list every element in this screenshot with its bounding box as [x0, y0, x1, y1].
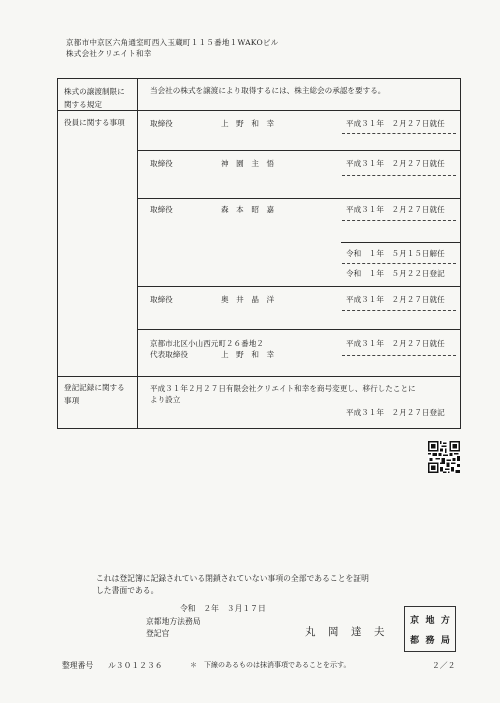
representative-address: 京都市北区小山西元町２６番地２ — [150, 339, 264, 348]
certification-date: 令和 ２年 ３月１７日 — [180, 604, 266, 613]
row-divider — [137, 198, 460, 199]
officer-title: 取締役 — [150, 295, 173, 304]
bureau-name: 京都地方法務局 — [146, 617, 201, 626]
dashed-divider — [342, 310, 456, 311]
dashed-divider — [342, 263, 456, 264]
seal-char: 地 — [425, 615, 435, 626]
footer-note: ＊ 下線のあるものは抹消事項であることを示す。 — [190, 661, 351, 669]
certification-line-2: した書面である。 — [96, 586, 159, 595]
dashed-divider — [342, 355, 456, 356]
document-header — [66, 37, 278, 59]
registry-table — [57, 78, 461, 429]
dashed-divider — [342, 133, 456, 134]
reference-number: ル３０１２３６ — [108, 661, 163, 670]
row-divider — [341, 242, 460, 243]
registrar-name: 丸 岡 達 夫 — [305, 626, 386, 638]
seal-char: 方 — [440, 615, 450, 626]
officer-date: 平成３１年 ２月２７日就任 — [346, 119, 445, 128]
company-name: 株式会社クリエイト和幸 — [66, 49, 152, 58]
dashed-divider — [342, 220, 456, 221]
officer-title: 取締役 — [150, 205, 173, 214]
seal-char: 務 — [425, 635, 435, 646]
registration-label: 登記記録に関する 事項 — [64, 383, 125, 405]
qr-code-icon — [428, 441, 460, 473]
page-number: ２／２ — [432, 661, 456, 670]
row-divider — [58, 110, 460, 111]
row-divider — [137, 150, 460, 151]
seal-char: 京 — [410, 615, 420, 626]
reference-label: 整理番号 — [62, 661, 94, 670]
transfer-content: 当会社の株式を譲渡により取得するには、株主総会の承認を要する。 — [150, 86, 386, 95]
officer-title: 取締役 — [150, 159, 173, 168]
seal-char: 局 — [440, 635, 450, 646]
officer-date: 平成３１年 ２月２７日就任 — [346, 205, 445, 214]
row-divider — [137, 286, 460, 287]
officer-name: 上 野 和 幸 — [221, 119, 275, 128]
officer-date: 平成３１年 ２月２７日就任 — [346, 159, 445, 168]
certification-line-1: これは登記簿に記録されている閉鎖されていない事項の全部であることを証明 — [96, 574, 369, 583]
officer-name: 神 園 主 悟 — [221, 159, 275, 168]
officer-date: 平成３１年 ２月２７日就任 — [346, 339, 445, 348]
officer-registration-date: 令和 １年 ５月２２日登記 — [346, 269, 445, 278]
registrar-title: 登記官 — [146, 629, 170, 638]
registration-line-2: より設立 — [150, 395, 181, 404]
officer-name: 森 本 昭 嘉 — [221, 205, 275, 214]
officer-title: 代表取締役 — [150, 350, 188, 359]
official-seal — [404, 606, 456, 652]
officer-date: 平成３１年 ２月２７日就任 — [346, 295, 445, 304]
dashed-divider — [342, 175, 456, 176]
row-divider — [137, 329, 460, 330]
company-address: 京都市中京区六角通室町西入玉蔵町１１５番地１WAKOビル — [66, 38, 279, 47]
officer-title: 取締役 — [150, 119, 173, 128]
officer-name: 上 野 和 幸 — [221, 350, 275, 359]
officer-name: 奥 井 晶 洋 — [221, 295, 275, 304]
officer-dismissal-date: 令和 １年 ５月１５日解任 — [346, 249, 445, 258]
row-divider — [58, 376, 460, 377]
officers-label: 役員に関する事項 — [64, 118, 125, 127]
registration-date: 平成３１年 ２月２７日登記 — [346, 408, 445, 417]
seal-char: 都 — [410, 635, 420, 646]
registration-line-1: 平成３１年２月２７日有限会社クリエイト和幸を商号変更し、移行したことに — [150, 384, 416, 393]
transfer-label: 株式の譲渡制限に 関する規定 — [64, 87, 125, 109]
